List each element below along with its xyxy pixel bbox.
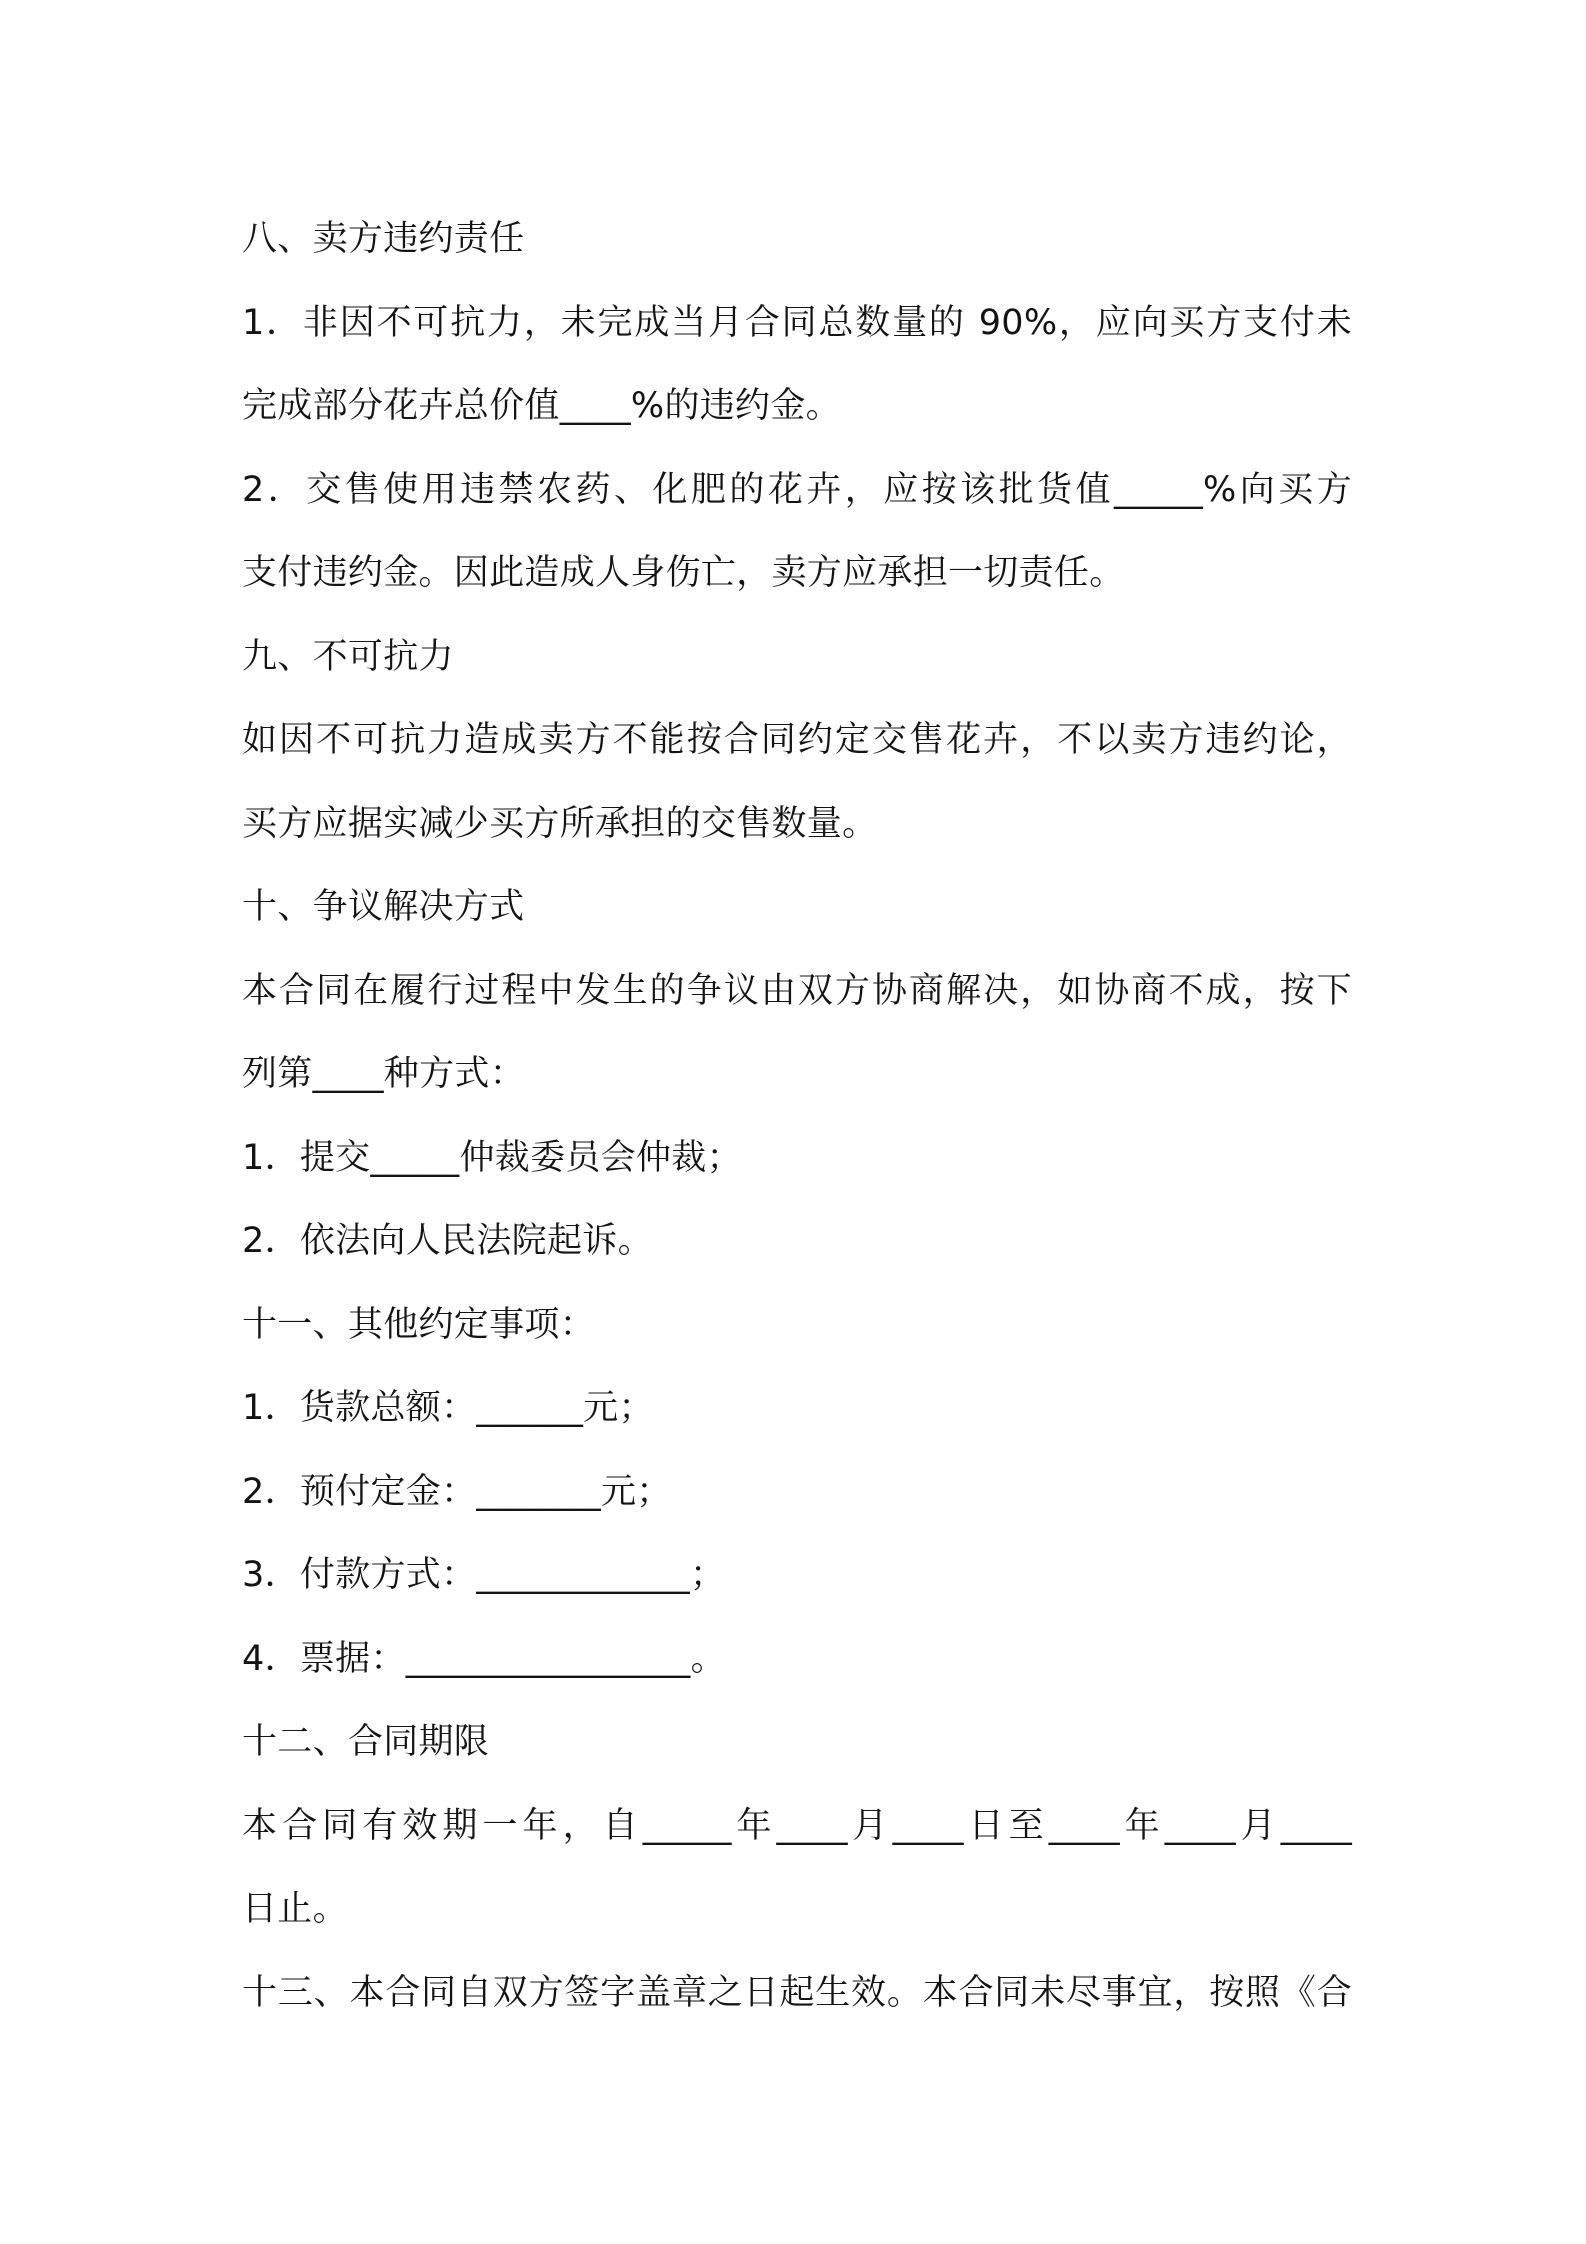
section-heading-force-majeure: 九、不可抗力 [242,636,454,677]
paragraph-line: 如因不可抗力造成卖方不能按合同约定交售花卉，不以卖方违约论， [242,720,1352,760]
list-item: 3．付款方式：____________； [242,1555,726,1595]
list-item: 4．票据：________________。 [242,1638,726,1679]
paragraph-line: 完成部分花卉总价值____%的违约金。 [242,386,841,426]
list-item: 2．预付定金：_______元； [242,1471,672,1512]
section-heading-seller-liability: 八、卖方违约责任 [242,219,525,259]
document-body [242,198,1352,2035]
paragraph-line: 1．非因不可抗力，未完成当月合同总数量的 90%，应向买方支付未 [242,302,1352,343]
section-heading-effectiveness: 十三、本合同自双方签字盖章之日起生效。本合同未尽事宜，按照《合 [242,1972,1352,2013]
section-heading-other-terms: 十一、其他约定事项： [242,1304,596,1345]
paragraph-line: 本合同有效期一年，自_____年____月____日至____年____月____ [242,1805,1352,1846]
paragraph-line: 日止。 [242,1889,348,1929]
paragraph-line: 2．交售使用违禁农药、化肥的花卉，应按该批货值_____%向买方 [242,469,1352,510]
section-heading-contract-term: 十二、合同期限 [242,1722,490,1762]
list-item: 1．货款总额：______元； [242,1388,654,1428]
paragraph-line: 列第____种方式： [242,1054,526,1094]
paragraph-line: 买方应据实减少买方所承担的交售数量。 [242,803,878,844]
paragraph-line: 本合同在履行过程中发生的争议由双方协商解决，如协商不成，按下 [242,970,1352,1011]
paragraph-line: 支付违约金。因此造成人身伤亡，卖方应承担一切责任。 [242,553,1125,593]
list-item: 1．提交_____仲裁委员会仲裁； [242,1137,742,1178]
section-heading-dispute-resolution: 十、争议解决方式 [242,887,525,927]
list-item: 2．依法向人民法院起诉。 [242,1221,653,1261]
